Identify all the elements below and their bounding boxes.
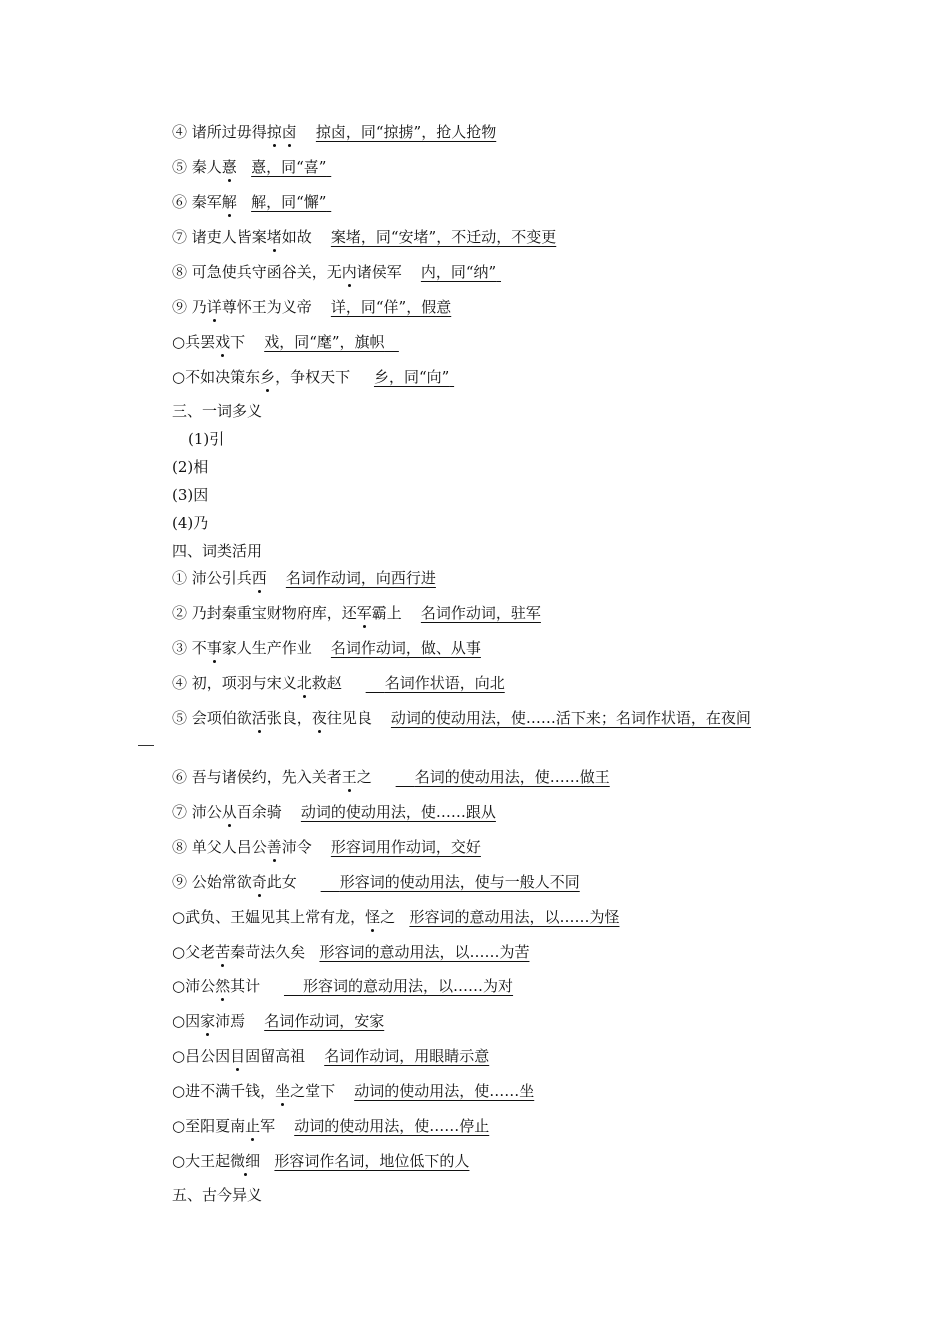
answer-text: 形容词的意动用法，以……为苦 [319, 943, 530, 961]
usage-item-11 [172, 942, 529, 962]
answer-text: 形容词作名词，地位低下的人 [274, 1152, 470, 1170]
answer-text: 名词作动词，向西行进 [285, 569, 436, 587]
question-text: ③ 不事家人生产作业 [172, 639, 312, 657]
usage-item-2 [172, 603, 541, 623]
tongjia-item-11 [172, 367, 454, 387]
answer-text: 动词的使动用法，使……活下来；名词作状语，在夜间 [390, 709, 751, 727]
question-text: ○武负、王媪见其上常有龙，怪之 [172, 908, 396, 926]
answer-text: 内，同“纳” [420, 263, 497, 281]
answer-text: 名词的使动用法，使……做王 [414, 768, 610, 786]
question-text: ○大王起微细 [172, 1152, 261, 1170]
answer-text: 案堵，同“安堵”，不迁动，不变更 [330, 228, 557, 246]
answer-text: 形容词用作动词，交好 [330, 838, 481, 856]
answer-text: 憙，同“喜” [251, 158, 327, 176]
question-text: ○因家沛焉 [172, 1012, 246, 1030]
answer-text: 名词作动词，用眼睛示意 [324, 1047, 490, 1065]
answer-text: 动词的使动用法，使……跟从 [300, 803, 496, 821]
section-heading-5: 五、古今异义 [172, 1186, 263, 1204]
tongjia-item-8 [172, 262, 501, 282]
question-text: ⑨ 公始常欲奇此女 [172, 873, 297, 891]
answer-text: 动词的使动用法，使……停止 [294, 1117, 490, 1135]
question-text: ○至阳夏南止军 [172, 1117, 276, 1135]
line-continuation-mark [138, 745, 154, 746]
answer-text: 名词作动词，驻军 [420, 604, 541, 622]
usage-item-12 [172, 976, 513, 996]
tongjia-item-10 [172, 332, 399, 352]
question-text: ○吕公因目固留高祖 [172, 1047, 306, 1065]
question-text: ⑥ 秦军解 [172, 193, 237, 211]
question-text: ○进不满千钱，坐之堂下 [172, 1082, 336, 1100]
answer-text: 动词的使动用法，使……坐 [354, 1082, 535, 1100]
question-text: ⑧ 可急使兵守函谷关，无内诸侯军 [172, 263, 402, 281]
usage-item-16 [172, 1116, 489, 1136]
question-text: ⑦ 诸吏人皆案堵如故 [172, 228, 312, 246]
usage-item-10 [172, 907, 619, 927]
question-text: ○不如决策东乡，争权天下 [172, 368, 351, 386]
tongjia-item-6 [172, 192, 331, 212]
tongjia-item-5 [172, 157, 331, 177]
question-text: ○沛公然其计 [172, 977, 261, 995]
answer-text: 详，同“佯”，假意 [330, 298, 452, 316]
answer-text: 掠卤，同“掠掳”，抢人抢物 [315, 123, 497, 141]
usage-item-4 [172, 673, 505, 693]
answer-text: 名词作动词，安家 [264, 1012, 385, 1030]
polysemy-item-4: (4)乃 [172, 514, 209, 532]
question-text: ⑤ 秦人憙 [172, 158, 237, 176]
question-text: ○父老苦秦苛法久矣 [172, 943, 306, 961]
question-text: ⑧ 单父人吕公善沛令 [172, 838, 312, 856]
question-text: ⑤ 会项伯欲活张良，夜往见良 [172, 709, 372, 727]
usage-item-13 [172, 1011, 384, 1031]
section-heading-3: 三、一词多义 [172, 402, 263, 420]
tongjia-item-9 [172, 297, 451, 317]
usage-item-8 [172, 837, 481, 857]
question-text: ① 沛公引兵西 [172, 569, 267, 587]
question-text: ⑦ 沛公从百余骑 [172, 803, 282, 821]
answer-text: 戏，同“麾”，旗帜 [264, 333, 385, 351]
tongjia-item-7 [172, 227, 556, 247]
usage-item-14 [172, 1046, 489, 1066]
answer-text: 形容词的意动用法，以……为怪 [409, 908, 620, 926]
answer-text: 形容词的使动用法，使与一般人不同 [339, 873, 580, 891]
usage-item-15 [172, 1081, 534, 1101]
answer-text: 名词作动词，做、从事 [330, 639, 481, 657]
usage-item-5 [172, 708, 751, 728]
answer-text: 名词作状语，向北 [384, 674, 505, 692]
polysemy-item-2: (2)相 [172, 458, 209, 476]
question-text: ② 乃封秦重宝财物府库，还军霸上 [172, 604, 402, 622]
answer-text: 乡，同“向” [373, 368, 450, 386]
question-text: ⑥ 吾与诸侯约，先入关者王之 [172, 768, 372, 786]
usage-item-17 [172, 1151, 469, 1171]
question-text: ④ 诸所过毋得掠卤 [172, 123, 297, 141]
usage-item-3 [172, 638, 481, 658]
polysemy-item-3: (3)因 [172, 486, 209, 504]
question-text: ○兵罢戏下 [172, 333, 246, 351]
usage-item-7 [172, 802, 496, 822]
question-text: ④ 初，项羽与宋义北救赵 [172, 674, 342, 692]
polysemy-item-1: (1)引 [188, 430, 225, 448]
usage-item-1 [172, 568, 436, 588]
section-heading-4: 四、词类活用 [172, 542, 263, 560]
question-text: ⑨ 乃详尊怀王为义帝 [172, 298, 312, 316]
answer-text: 形容词的意动用法，以……为对 [303, 977, 514, 995]
answer-text: 解，同“懈” [251, 193, 327, 211]
tongjia-item-4 [172, 122, 496, 142]
usage-item-9 [172, 872, 580, 892]
usage-item-6 [172, 767, 610, 787]
